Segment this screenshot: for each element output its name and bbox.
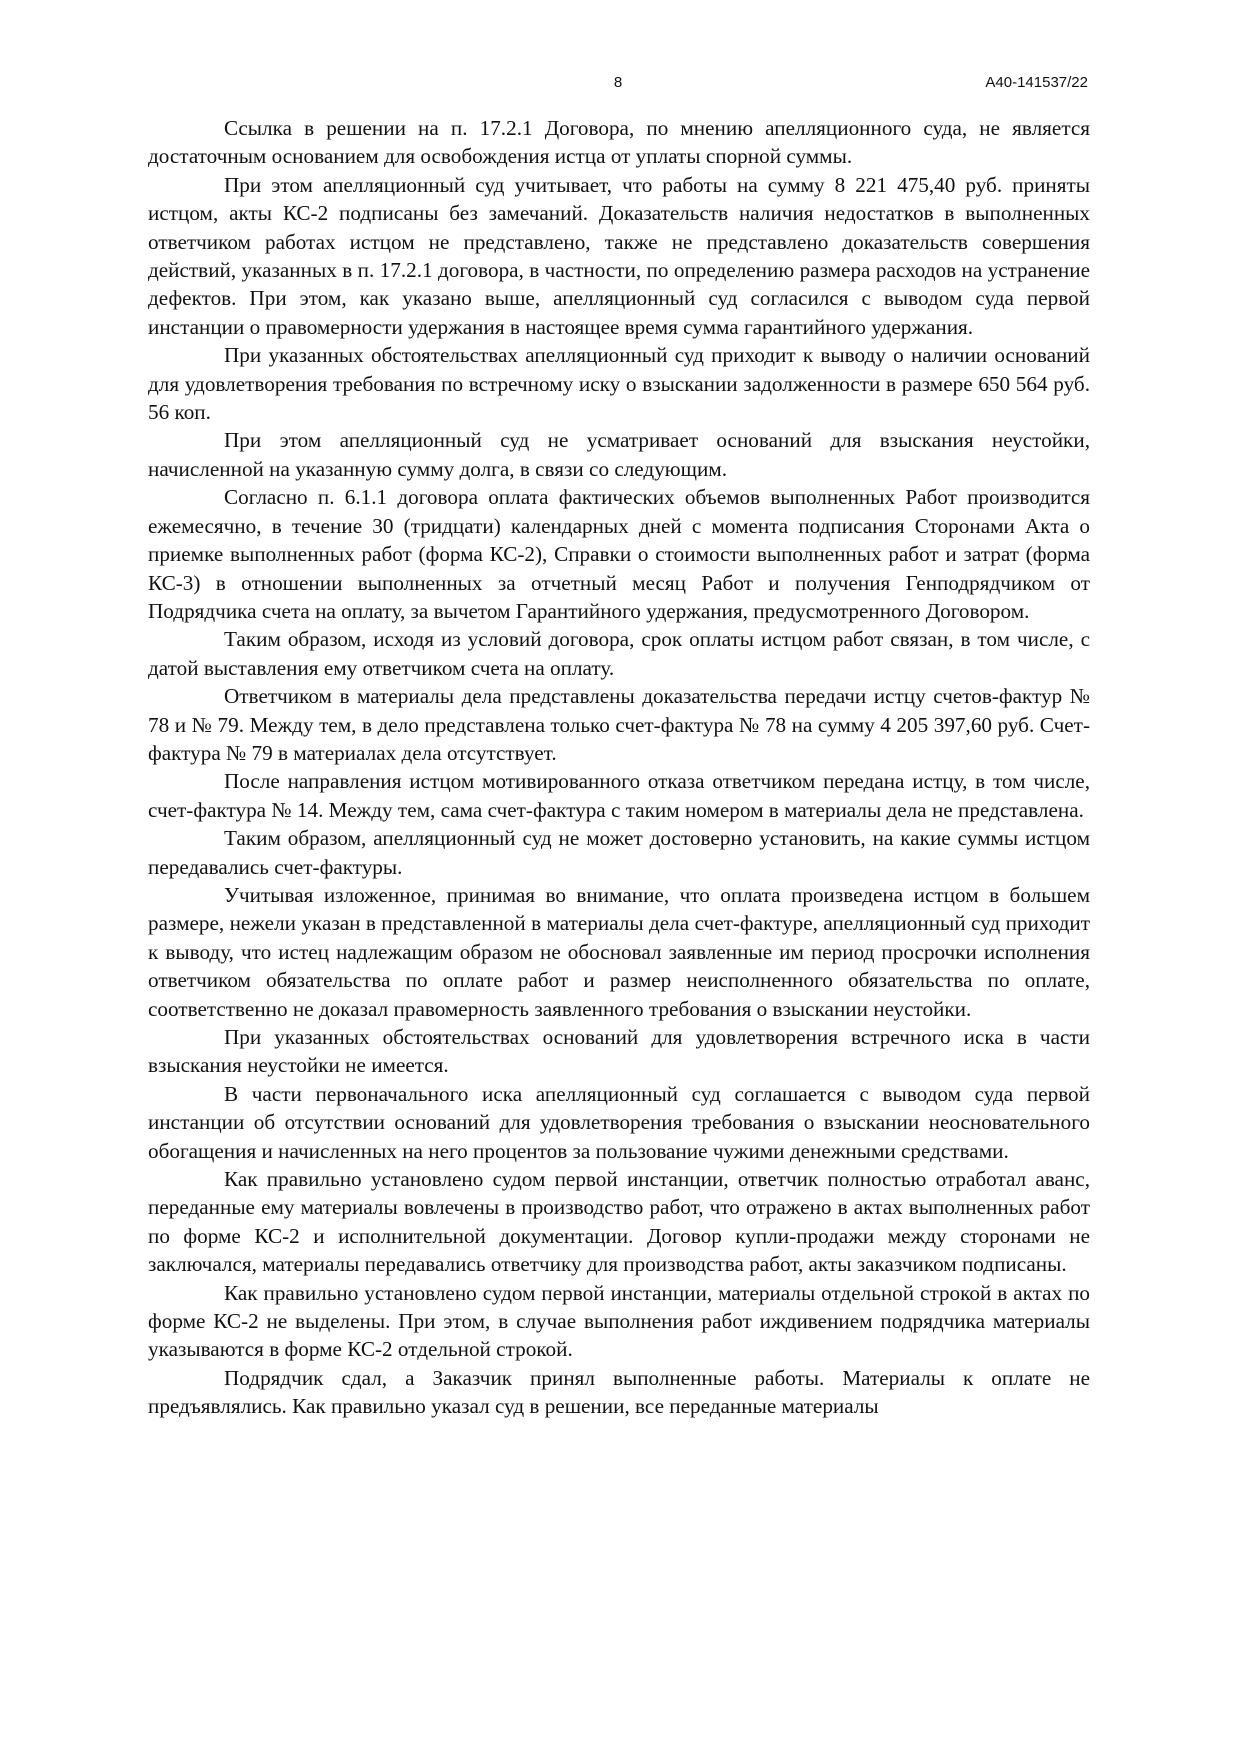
paragraph: При указанных обстоятельствах апелляционный суд приходит к выводу о наличии оснований для удовлетворения требования по встречному иску о взыскании задолженности в размере 650 564 руб. 56 коп.	[148, 343, 1090, 425]
paragraph: При этом апелляционный суд учитывает, что работы на сумму 8 221 475,40 руб. приняты истцом, акты КС-2 подписаны без замечаний. Доказательств наличия недостатков в выполненных ответчиком работах истцом не представлено, также не представлено доказательств совершения действий, указанных в п. 17.2.1 договора, в частности, по определению размера расходов на устранение дефектов. При этом, как указано выше, апелляционный суд согласился с выводом суда первой инстанции о правомерности удержания в настоящее время сумма гарантийного удержания.	[148, 172, 1090, 339]
paragraph: Ответчиком в материалы дела представлены доказательства передачи истцу счетов-фактур № 78 и № 79. Между тем, в дело представлена только счет-фактура № 78 на сумму 4 205 397,60 руб. Счет-фактура № 79 в материалах дела отсутствует.	[148, 684, 1090, 765]
page-header	[148, 74, 1088, 96]
page-number: 8	[613, 74, 623, 91]
paragraph: После направления истцом мотивированного отказа ответчиком передана истцу, в том числе, счет-фактура № 14. Между тем, сама счет-фактура с таким номером в материалы дела не представлена.	[148, 769, 1090, 822]
paragraph: При этом апелляционный суд не усматривает оснований для взыскания неустойки, начисленной на указанную сумму долга, в связи со следующим.	[148, 428, 1090, 481]
case-number: А40-141537/22	[985, 74, 1088, 91]
paragraph: Как правильно установлено судом первой инстанции, ответчик полностью отработал аванс, переданные ему материалы вовлечены в производство работ, что отражено в актах выполненных работ по форме КС-2 и исполнительной документации. Договор купли-продажи между сторонами не заключался, материалы передавались ответчику для производства работ, акты заказчиком подписаны.	[148, 1167, 1090, 1277]
paragraph: В части первоначального иска апелляционный суд соглашается с выводом суда первой инстанции об отсутствии оснований для удовлетворения требования о взыскании неосновательного обогащения и начисленных на него процентов за пользование чужими денежными средствами.	[148, 1081, 1090, 1163]
paragraph: Подрядчик сдал, а Заказчик принял выполненные работы. Материалы к оплате не предъявлялись. Как правильно указал суд в решении, все переданные материалы	[148, 1365, 1090, 1419]
paragraph: Ссылка в решении на п. 17.2.1 Договора, по мнению апелляционного суда, не является достаточным основанием для освобождения истца от уплаты спорной суммы.	[148, 116, 1090, 169]
paragraph: Таким образом, апелляционный суд не может достоверно установить, на какие суммы истцом передавались счет-фактуры.	[148, 826, 1090, 879]
paragraph: При указанных обстоятельствах оснований для удовлетворения встречного иска в части взыскания неустойки не имеется.	[148, 1025, 1090, 1078]
paragraph: Учитывая изложенное, принимая во внимание, что оплата произведена истцом в большем размере, нежели указан в представленной в материалы дела счет-фактуре, апелляционный суд приходит к выводу, что истец надлежащим образом не обосновал заявленные им период просрочки исполнения ответчиком обязательства по оплате работ и размер неисполненного обязательства по оплате, соответственно не доказал правомерность заявленного требования о взыскании неустойки.	[148, 882, 1090, 1021]
paragraph: Согласно п. 6.1.1 договора оплата фактических объемов выполненных Работ производится ежемесячно, в течение 30 (тридцати) календарных дней с момента подписания Сторонами Акта о приемке выполненных работ (форма КС-2), Справки о стоимости выполненных работ и затрат (форма КС-3) в отношении выполненных за отчетный месяц Работ и получения Генподрядчиком от Подрядчика счета на оплату, за вычетом Гарантийного удержания, предусмотренного Договором.	[148, 485, 1090, 623]
paragraph: Таким образом, исходя из условий договора, срок оплаты истцом работ связан, в том числе, с датой выставления ему ответчиком счета на оплату.	[148, 627, 1090, 680]
document-body	[148, 114, 1090, 1421]
paragraph: Как правильно установлено судом первой инстанции, материалы отдельной строкой в актах по форме КС-2 не выделены. При этом, в случае выполнения работ иждивением подрядчика материалы указываются в форме КС-2 отдельной строкой.	[148, 1280, 1090, 1362]
